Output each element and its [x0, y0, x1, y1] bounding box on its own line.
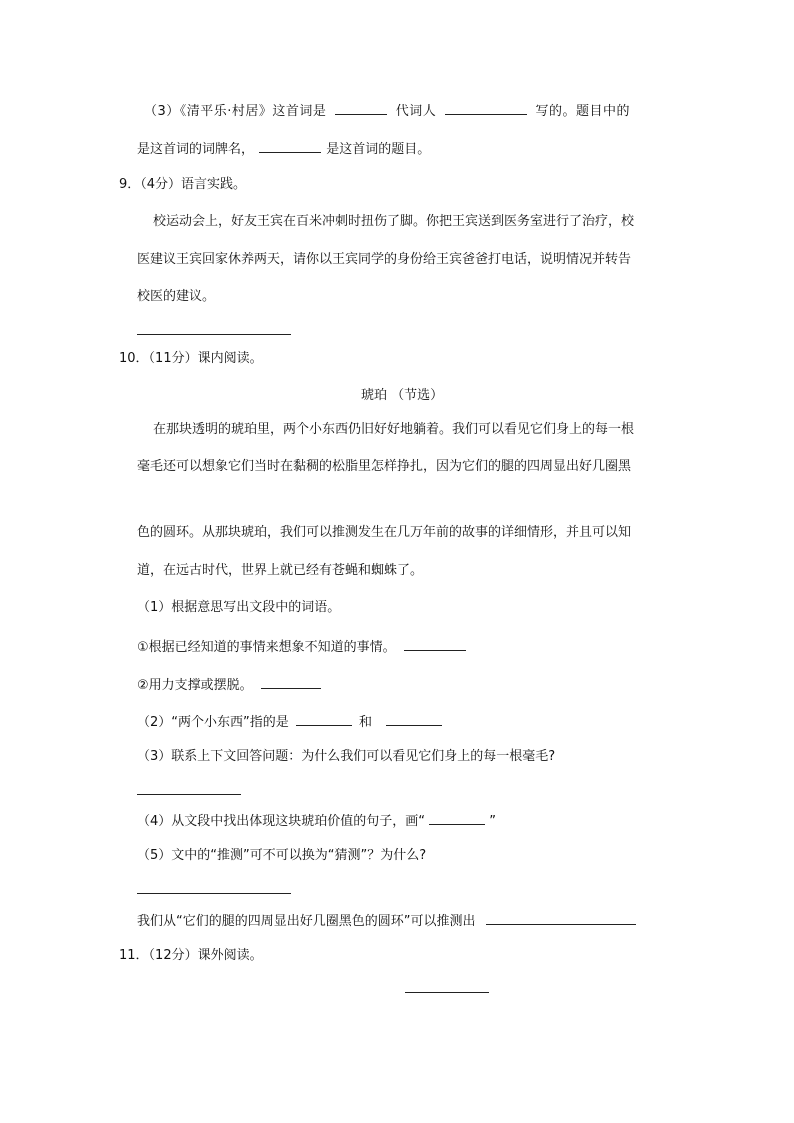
q10-sub2-blank-1[interactable] — [296, 712, 352, 726]
q9-para-line-2: 医建议王宾回家休养两天，请你以王宾同学的身份给王宾爸爸打电话，说明情况并转告 — [137, 252, 632, 267]
q10-sub6-text: 我们从“它们的腿的四周显出好几圈黑色的圆环”可以推测出 — [137, 914, 476, 929]
q8-3-line2 — [137, 139, 430, 158]
q10-para-line-3: 色的圆环。从那块琥珀，我们可以推测发生在几万年前的故事的详细情形，并且可以知 — [137, 525, 632, 540]
q10-para-line-2: 毫毛还可以想象它们当时在黏稠的松脂里怎样挣扎，因为它们的腿的四周显出好几圈黑 — [137, 459, 632, 474]
q10-sub2-text-1: （2）“两个小东西”指的是 — [137, 715, 289, 730]
q8-3-blank-3[interactable] — [259, 139, 321, 153]
q10-sub1-a-blank[interactable] — [404, 637, 466, 651]
q10-sub4-text-2: ” — [489, 814, 497, 829]
q10-para-line-4: 道，在远古时代，世界上就已经有苍蝇和蜘蛛了。 — [137, 563, 424, 578]
q10-sub3-answer-blank[interactable] — [137, 794, 241, 795]
q8-3-blank-1[interactable] — [335, 101, 387, 115]
q10-sub4-blank[interactable] — [429, 811, 485, 825]
q10-sub1-b-text: ②用力支撑或摆脱。 — [137, 678, 253, 693]
passage-title: 琥珀 （节选） — [361, 388, 444, 403]
q8-3-text-1: （3）《清平乐·村居》这首词是 — [144, 104, 327, 119]
q11-title-blank[interactable] — [405, 992, 489, 993]
q8-3-text-4: 是这首词的词牌名， — [137, 142, 255, 157]
q10-sub5-answer-blank[interactable] — [137, 893, 291, 894]
q10-sub6-blank[interactable] — [486, 911, 636, 925]
q10-sub5: （5）文中的“推测”可不可以换为“猜测”？为什么? — [137, 848, 427, 863]
q8-3-text-2: 代词人 — [395, 104, 437, 119]
q11-heading: 11．（12分）课外阅读。 — [119, 948, 263, 963]
q10-sub4-text-1: （4）从文段中找出体现这块琥珀价值的句子，画“ — [137, 814, 426, 829]
q9-answer-blank[interactable] — [137, 334, 291, 335]
q10-sub2-text-2: 和 — [359, 715, 373, 730]
q9-para-line-3: 校医的建议。 — [137, 289, 216, 304]
q10-sub1-b-blank[interactable] — [261, 675, 321, 689]
q10-sub1: （1）根据意思写出文段中的词语。 — [137, 600, 341, 615]
q8-3-line1 — [144, 101, 630, 120]
q10-sub1-a-text: ①根据已经知道的事情来想象不知道的事情。 — [137, 640, 396, 655]
q10-para-line-1: 在那块透明的琥珀里，两个小东西仍旧好好地躺着。我们可以看见它们身上的每一根 — [153, 422, 635, 437]
q8-3-text-5: 是这首词的题目。 — [326, 142, 431, 157]
q10-heading: 10．（11分）课内阅读。 — [119, 351, 263, 366]
q8-3-blank-2[interactable] — [445, 101, 527, 115]
q10-sub3: （3）联系上下文回答问题：为什么我们可以看见它们身上的每一根毫毛? — [137, 749, 556, 764]
q8-3-text-3: 写的。题目中的 — [535, 104, 630, 119]
q9-para-line-1: 校运动会上，好友王宾在百米冲刺时扭伤了脚。你把王宾送到医务室进行了治疗，校 — [153, 214, 635, 229]
q10-sub1-a — [137, 637, 466, 656]
q10-sub4 — [137, 811, 496, 830]
q10-sub2 — [137, 712, 442, 731]
q10-sub1-b — [137, 675, 321, 694]
q10-sub6 — [137, 911, 636, 930]
q9-heading: 9．（4分）语言实践。 — [119, 177, 247, 192]
q10-sub2-blank-2[interactable] — [386, 712, 442, 726]
